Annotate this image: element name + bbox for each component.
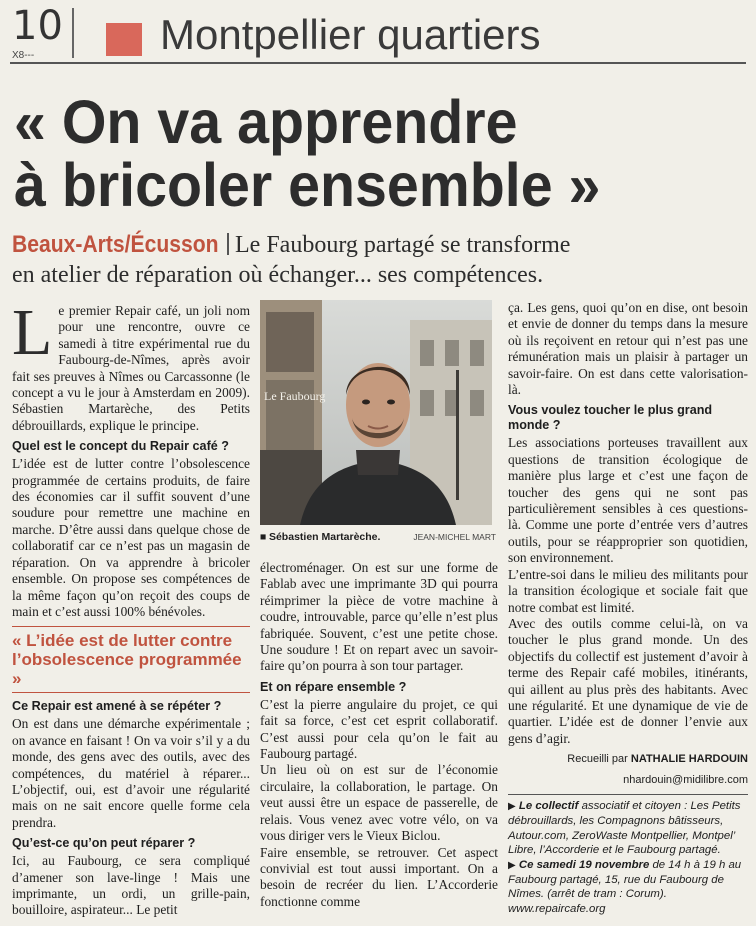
- article-column-2: [260, 560, 498, 910]
- arrow-icon: ▶: [508, 859, 516, 871]
- intro-text: e premier Repair café, un joli nom pour une rencontre, ouvre ce samedi à titre expérimental rue du Faubourg-de-Nîmes, après avoir fait ses preuves à Nîmes ou Carcassonne (le concept a vu le jour à Amsterdam en 2009). Sébastien Martarèche, des Petits débrouillards, explique le principe.: [12, 303, 250, 433]
- kicker-divider: [227, 233, 229, 255]
- question-2: Ce Repair est amené à se répéter ?: [12, 699, 222, 714]
- info-date: [508, 858, 748, 902]
- question-3: Qu’est-ce qu’on peut réparer ?: [12, 836, 196, 851]
- answer-4-continued: ça. Les gens, quoi qu’on en dise, ont besoin et envie de donner du temps dans la mesure où ils reçoivent en retour qui n’est pas une rémunération mais un plaisir à partager un savoir-faire. On est dans cette valorisation-là.: [508, 300, 748, 398]
- drop-cap: L: [12, 296, 53, 369]
- answer-5-part-1: Les associations porteuses travaillent aux questions de transition écologique de manière plus large et c’est une façon de toucher des gens qui ne sont pas particulièrement sensibles à ces questions-là. Comme une porte d’entrée vers d’autres outils, pour se réapproprier son quotidien, son environnement.: [508, 435, 748, 566]
- intro-paragraph: [12, 296, 250, 434]
- info-date-lead: Ce samedi 19 novembre: [518, 858, 650, 871]
- subtitle-line-2: en atelier de réparation où échanger... ses compétences.: [12, 262, 544, 288]
- section-title: Montpellier quartiers: [160, 11, 541, 58]
- answer-4-part-2: Un lieu où on est sur de l’économie circulaire, la collaboration, le partage. On veut aussi être un espace de passerelle, de relais. Vous venez avec votre vélo, on va vous diriger vers le Vieux Biclou.: [260, 762, 498, 844]
- caption-square-icon: ■: [260, 532, 267, 543]
- page-number: 10: [12, 3, 63, 49]
- portrait-illustration: [260, 300, 492, 525]
- info-website[interactable]: www.repaircafe.org: [508, 902, 606, 915]
- answer-5-part-2: L’entre-soi dans le milieu des militants pour la transition écologique et sociale fait que notre combat est limité.: [508, 566, 748, 615]
- arrow-icon: ▶: [508, 800, 516, 812]
- headline-line-2: à bricoler ensemble »: [14, 151, 601, 219]
- question-4: Et on répare ensemble ?: [260, 679, 407, 694]
- header-divider: [72, 8, 74, 58]
- byline: [508, 751, 748, 767]
- caption-name: Sébastien Martarèche.: [268, 531, 381, 543]
- article-column-1: [12, 296, 250, 919]
- info-collective-text: associatif et citoyen : Les Petits débrouillards, les Compagnons bâtisseurs, Autour.com, ZeroWaste Montpellier, Montpel’ Libre, l’Accorderie et le Faubourg partagé.: [508, 799, 741, 857]
- article-column-3: [508, 300, 748, 916]
- page-code: X8---: [12, 50, 35, 61]
- answer-2: On est dans une démarche expérimentale ; on avance en faisant ! On va voir s’il y a du monde, des gens avec des outils, avec des compétences, du matériel à réparer... L’objectif, oui, est d’avoir une régularité mais on ne sait encore quelle forme cela prendra.: [12, 716, 250, 830]
- answer-5-part-3: Avec des outils comme celui-là, on va toucher le plus grand monde. Un des objectifs du collectif est justement d’avoir à terme des Repair café mobiles, itinérants, qui aillent au plus près des habitants. Avec une régularité. Et une dynamique de vie de quartier. L’idée est de donner l’envie aux gens d’agir.: [508, 615, 748, 746]
- storefront-sign: Le Faubourg: [264, 389, 326, 403]
- answer-3: Ici, au Faubourg, ce sera compliqué d’amener son lave-linge ! Mais une imprimante, un ordi, un grille-pain, bouilloire, aspirateur... Le petit: [12, 853, 250, 918]
- info-date-text: de 14 h à 19 h au Faubourg partagé, 15, rue du Faubourg de Nîmes. (arrêt de tram : Corum).: [508, 858, 742, 901]
- answer-4-part-3: Faire ensemble, se retrouver. Cet aspect convivial est tout aussi important. On a besoin de recréer du lien. L’Accorderie fonctionne comme: [260, 844, 498, 909]
- answer-4-part-1: C’est la pierre angulaire du projet, ce qui fait sa force, c’est cet esprit collaboratif. C’est aussi pour cela qu’on le fait au Faubourg partagé.: [260, 696, 498, 762]
- photo-credit: JEAN-MICHEL MART: [413, 532, 496, 542]
- info-rule: [508, 794, 748, 795]
- kicker: [12, 230, 570, 260]
- photo-caption: [260, 531, 496, 543]
- byline-prefix: Recueilli par: [567, 753, 628, 766]
- header-rule: [10, 62, 746, 64]
- kicker-place: Beaux-Arts/Écusson: [12, 231, 219, 258]
- info-collective-lead: Le collectif: [518, 799, 579, 812]
- answer-3-continued: électroménager. On est sur une forme de Fablab avec une imprimante 3D qui pourra réimprimer la pièce de votre machine à coudre, introuvable, parce qu’elle n’est plus fabriquée. Souvent, c’est une petite chose. Une soudure ! Et on repart avec un savoir-faire qu’on pourra à son tour partager.: [260, 560, 498, 674]
- subtitle-line-1: Le Faubourg partagé se transforme: [235, 232, 571, 258]
- pull-quote: « L’idée est de lutter contre l’obsolescence programmée »: [12, 626, 250, 693]
- portrait-photo: [260, 300, 492, 525]
- question-1: Quel est le concept du Repair café ?: [12, 439, 229, 454]
- headline-line-1: « On va apprendre: [14, 88, 518, 156]
- byline-email: nhardouin@midilibre.com: [623, 773, 748, 786]
- question-5: Vous voulez toucher le plus grand monde ?: [508, 403, 713, 433]
- section-square-icon: [106, 23, 142, 56]
- answer-1: L’idée est de lutter contre l’obsolescence programmée de certains produits, de faire des économies car il suffit souvent d’une soudure pour remettre une machine en marche. D’être aussi dans quelque chose de collaboratif car ce n’est pas un magasin de réparation. On va apprendre à bricoler ensemble. On propose ses compétences de la même façon qu’on reçoit des coups de main et c’est aussi 100% bénévoles.: [12, 456, 250, 619]
- byline-name: NATHALIE HARDOUIN: [630, 753, 748, 766]
- info-collective: [508, 799, 748, 858]
